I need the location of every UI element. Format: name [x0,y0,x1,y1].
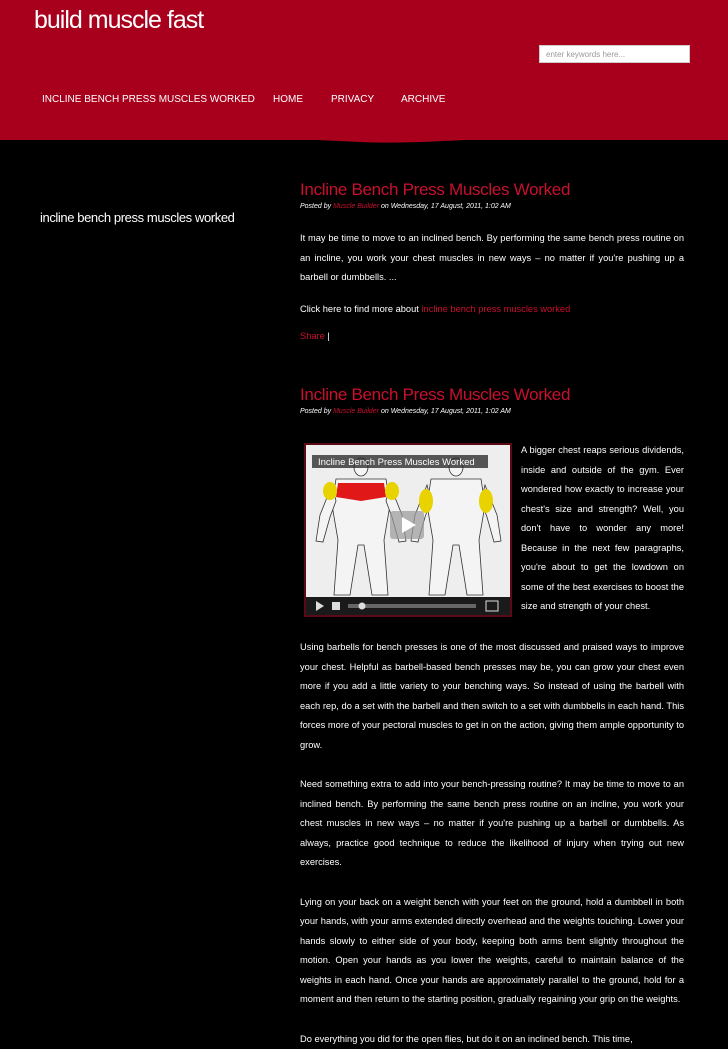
author-link[interactable]: Muscle Builder [333,408,379,415]
nav-item-privacy[interactable]: PRIVACY [331,94,374,105]
intro-text: A bigger chest reaps serious dividends, inside and outside of the gym. Ever wondered how exactly to increase your chest's size and strength? Well, you don't have to wonder any more! Because in the next few paragraphs, you're about to get the lowdown on some of the best exercises to boost the size and strength of your chest. [521,441,684,617]
meta-date: on Wednesday, 17 August, 2011, 1:02 AM [381,408,511,415]
nav-item-home[interactable]: HOME [273,94,303,105]
author-link[interactable]: Muscle Builder [333,203,379,210]
post-meta [300,203,684,210]
paragraph-3: Lying on your back on a weight bench with your feet on the ground, hold a dumbbell in both your hands, with your arms extended directly overhead and the weights touching. Lower your hands slowly to either side of your body, keeping both arms bent slightly throughout the motion. Open your hands as you lower the weights, careful to maintain balance of the weights in each hand. Once your hands are approximately parallel to the ground, hold for a moment and then return to the starting position, gradually regaining your grip on the weights. [300,893,684,1010]
meta-date: on Wednesday, 17 August, 2011, 1:02 AM [381,203,511,210]
site-title[interactable]: build muscle fast [34,6,203,35]
volume-icon [332,602,340,610]
nav-item-archive[interactable]: ARCHIVE [401,94,445,105]
tricep-highlight-left [419,489,433,513]
post-2-body [300,638,684,1049]
search-input[interactable] [539,45,690,63]
more-line [300,300,684,320]
shoulder-highlight-left [323,482,337,500]
post-meta [300,408,684,415]
share-line [300,327,684,347]
nav-item-incline-bench[interactable]: INCLINE BENCH PRESS MUSCLES WORKED [42,94,255,105]
paragraph-2: Need something extra to add into your bench-pressing routine? It may be time to move to an inclined bench. By performing the same bench press routine on an incline, you work your chest muscles in new ways – no matter if you're pushing up a barbell or dumbbells. As always, practice good technique to reduce the likelihood of injury when trying out new exercises. [300,775,684,873]
meta-prefix: Posted by [300,408,331,415]
paragraph-1: Using barbells for bench presses is one of the most discussed and praised ways to improve your chest. Helpful as barbell-based bench presses may be, you can grow your chest even more if you add a little variety to your benching ways. So instead of using the barbell with each rep, do a set with the barbell and then switch to a set with dumbbells in each hand. This forces more of your pectoral muscles to get in on the action, giving them ample opportunity to grow. [300,638,684,755]
seek-bar [348,604,476,608]
shoulder-highlight-right [385,482,399,500]
video-title: Incline Bench Press Muscles Worked [318,457,475,468]
seek-handle-icon [359,603,366,610]
more-link[interactable]: incline bench press muscles worked [421,304,570,314]
more-prefix: Click here to find more about [300,304,419,314]
post-2 [300,385,684,415]
post-title[interactable]: Incline Bench Press Muscles Worked [300,385,684,405]
post-1 [300,180,684,347]
share-separator: | [327,331,329,341]
paragraph-4: Do everything you did for the open flies, but do it on an inclined bench. This time, [300,1030,684,1049]
post-title[interactable]: Incline Bench Press Muscles Worked [300,180,684,200]
post-excerpt: It may be time to move to an inclined bench. By performing the same bench press routine on an incline, you work your chest muscles in new ways – no matter if you're pushing up a barbell or dumbbells. ... [300,229,684,288]
video-player[interactable] [304,443,512,617]
post-2-intro [521,441,684,617]
sidebar-title: incline bench press muscles worked [40,210,235,225]
meta-prefix: Posted by [300,203,331,210]
video-thumbnail [306,445,510,615]
header-wave [0,120,728,160]
site-header [0,0,728,140]
share-link[interactable]: Share [300,331,325,341]
tricep-highlight-right [479,489,493,513]
